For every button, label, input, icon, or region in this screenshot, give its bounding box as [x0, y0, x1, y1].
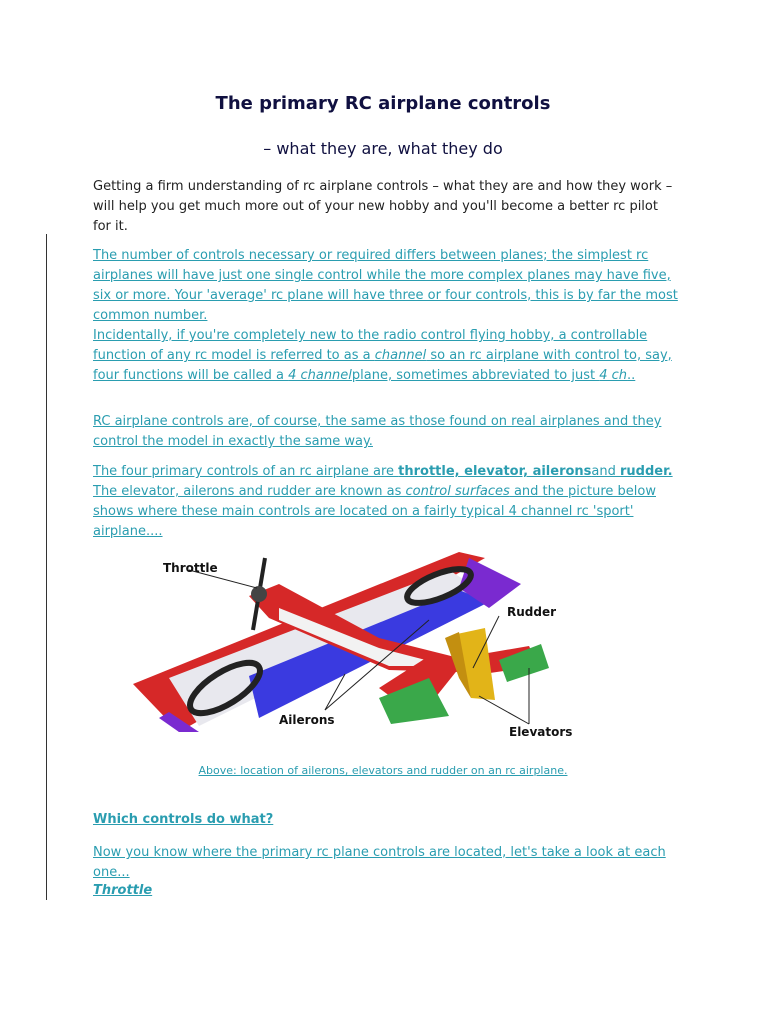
channel-explanation-end[interactable]: .. — [627, 368, 636, 383]
controls-list-bold[interactable]: throttle, elevator, ailerons — [398, 464, 592, 479]
channel-explanation-text-3[interactable]: plane, sometimes abbreviated to just — [351, 368, 600, 383]
intro-paragraph: Getting a firm understanding of rc airplane controls – what they are and how they work – will help you get much more out of your new hobby and you'll become a better rc pilot for it. — [93, 179, 673, 234]
controls-count-paragraph[interactable] — [93, 246, 678, 386]
picture-below-text[interactable]: and the picture below shows where these main controls are located on a fairly typical 4 channel rc 'sport' airplane.... — [93, 484, 656, 539]
figure-label-elevators: Elevators — [509, 725, 573, 739]
four-channel-term[interactable]: 4 channel — [288, 368, 352, 383]
control-surfaces-text[interactable]: The elevator, ailerons and rudder are known as — [93, 484, 406, 499]
figure-label-ailerons: Ailerons — [279, 713, 335, 727]
channel-explanation-text-2[interactable]: so an rc airplane with control to, say, four functions will be called a — [93, 348, 672, 383]
rc-airplane-diagram — [129, 548, 609, 748]
four-controls-text[interactable]: The four primary controls of an rc airplane are — [93, 464, 399, 479]
figure-caption[interactable]: Above: location of ailerons, elevators and rudder on an rc airplane. — [198, 764, 568, 777]
page-subtitle: – what they are, what they do — [263, 139, 503, 158]
four-ch-term[interactable]: 4 ch — [599, 368, 628, 383]
figure-label-rudder: Rudder — [507, 605, 557, 619]
same-as-real-paragraph[interactable]: RC airplane controls are, of course, the same as those found on real airplanes and they control the model in exactly the same way. — [93, 414, 662, 449]
channel-explanation-text[interactable]: Incidentally, if you're completely new to the radio control flying hobby, a controllable function of any rc model is referred to as a — [93, 328, 648, 363]
throttle-link[interactable]: Throttle — [93, 883, 153, 898]
spinner — [251, 586, 267, 602]
section-heading-which-controls[interactable]: Which controls do what? — [93, 812, 274, 827]
and-text[interactable]: and — [591, 464, 621, 479]
four-controls-paragraph[interactable] — [93, 462, 678, 542]
control-surfaces-term[interactable]: control surfaces — [405, 484, 510, 499]
left-border-rule — [46, 234, 47, 900]
page-title: The primary RC airplane controls — [215, 93, 551, 114]
channel-term[interactable]: channel — [374, 348, 427, 363]
rudder-bold[interactable]: rudder. — [620, 464, 673, 479]
figure-label-throttle: Throttle — [163, 561, 218, 575]
primary-controls-located-paragraph[interactable]: Now you know where the primary rc plane controls are located, let's take a look at each one... — [93, 845, 666, 880]
controls-count-text[interactable]: The number of controls necessary or required differs between planes; the simplest rc airplanes will have just one single control while the more complex planes may have five, six or more. Your 'average' rc plane will have three or four controls, this is by far the most common number. — [93, 248, 678, 323]
leader-elevators-1 — [479, 696, 529, 724]
